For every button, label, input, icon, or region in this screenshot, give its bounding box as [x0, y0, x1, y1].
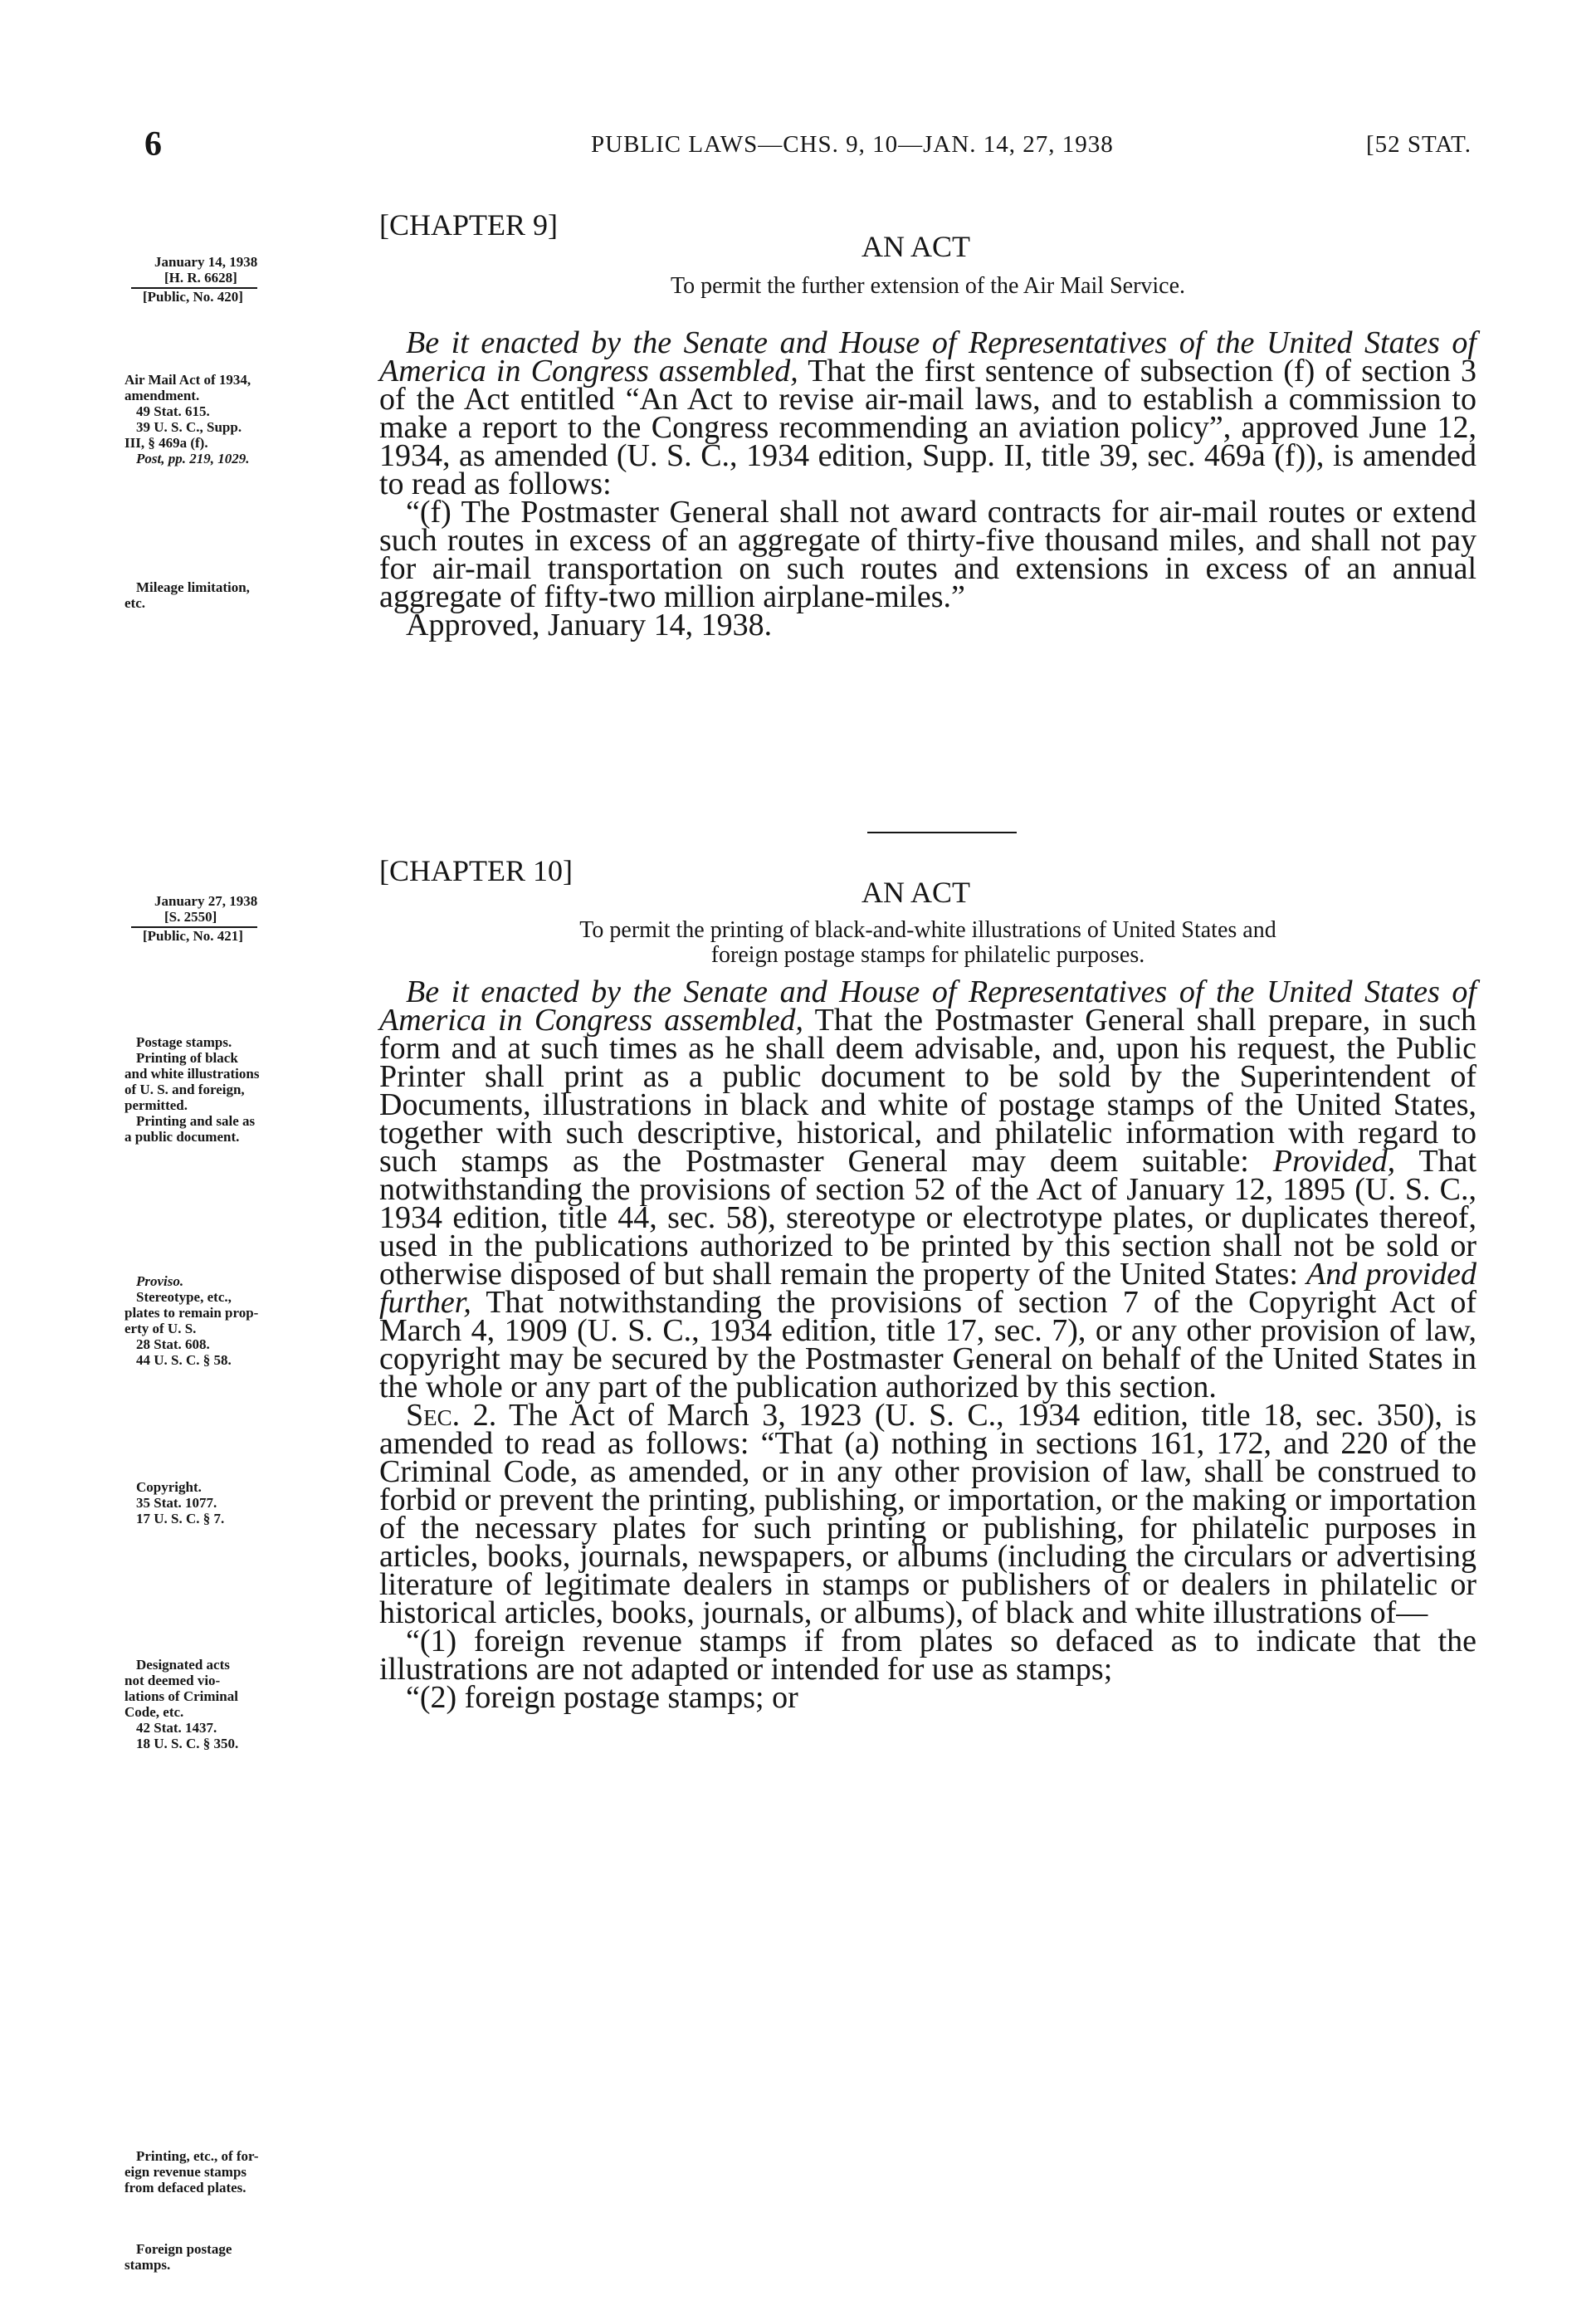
page-number: 6: [144, 125, 162, 164]
public-law-number: [Public, No. 421]: [143, 928, 243, 944]
running-title: PUBLIC LAWS—CHS. 9, 10—JAN. 14, 27, 1938: [591, 131, 1114, 158]
volume-reference: [52 STAT.: [1366, 131, 1472, 158]
bill-number: [S. 2550]: [131, 909, 257, 928]
chapter-9-label: [CHAPTER 9]: [379, 208, 558, 242]
margin-note-mileage-limitation: Mileage limitation, etc.: [124, 579, 250, 611]
chapter-9-approved: Approved, January 14, 1938.: [406, 608, 773, 642]
chapter-9-paragraph-1: Be it enacted by the Senate and House of Representatives of the United States of America in Congress assembled, That the first sentence of subsection (f) of section 3 of the Act entitled “An Act to revise air-mail laws, and to establish a commission to make a report to the Congress recommending an aviation policy”, approved June 12, 1934, as amended (U. S. C., 1934 edition, Supp. II, title 39, sec. 469a (f)), is amended to read as follows:: [379, 325, 1476, 501]
margin-note-copyright: Copyright. 35 Stat. 1077. 17 U. S. C. § 7.: [136, 1479, 225, 1526]
bill-number: [H. R. 6628]: [131, 270, 257, 289]
chapter-10-margin-meta: [131, 893, 257, 944]
chapter-9-act-title: AN ACT: [861, 230, 971, 263]
chapter-10-body: [379, 974, 1476, 1715]
chapter-10-item-1: “(1) foreign revenue stamps if from plates so defaced as to indicate that the illustrations are not adapted or intended for use as stamps;: [379, 1624, 1476, 1687]
chapter-10-item-2: “(2) foreign postage stamps; or: [406, 1680, 798, 1715]
margin-note-postage-stamps: Postage stamps. Printing of black and white illustrations of U. S. and foreign, permitted. Printing and sale as a public document.: [124, 1034, 260, 1145]
chapter-10-section-2: Sec. 2. The Act of March 3, 1923 (U. S. C., 1934 edition, title 18, sec. 350), is amended to read as follows: “That (a) nothing in sections 161, 172, and 220 of the Criminal Code, as amended, or in any other provision of law, shall be construed to forbid or prevent the printing, publishing, or importation, or the making or importation of the necessary plates for such printing or publishing, for philatelic purposes in articles, books, journals, newspapers, or albums (including the circulars or advertising literature of legitimate dealers in stamps or publishers of or dealers in philatelic or historical articles, books, journals, or albums), of black and white illustrations of—: [379, 1398, 1476, 1630]
margin-note-designated-acts: Designated acts not deemed vio- lations of Criminal Code, etc. 42 Stat. 1437. 18 U. S. C. § 350.: [124, 1657, 239, 1751]
chapter-10-act-title: AN ACT: [861, 876, 971, 909]
chapter-10-paragraph-1: Be it enacted by the Senate and House of Representatives of the United States of America in Congress assembled, That the Postmaster General shall prepare, in such form and at such times as he shall deem advisable, and, upon his request, the Public Printer shall print as a public document to be sold by the Superintendent of Documents, illustrations in black and white of postage stamps of the United States, together with such descriptive, historical, and philatelic information with regard to such stamps as the Postmaster General may deem suitable: Provided, That notwithstanding the provisions of section 52 of the Act of January 12, 1895 (U. S. C., 1934 edition, title 44, sec. 58), stereotype or electrotype plates, or duplicates thereof, used in the publications authorized to be printed by this section shall not be sold or otherwise disposed of but shall remain the property of the United States: And provided further, That notwithstanding the provisions of section 7 of the Copyright Act of March 4, 1909 (U. S. C., 1934 edition, title 17, sec. 7), or any other provision of law, copyright may be secured by the Postmaster General on behalf of the United States in the whole or any part of the publication authorized by this section.: [379, 974, 1476, 1404]
chapter-9-purpose: To permit the further extension of the Air Mail Service.: [670, 273, 1186, 299]
approval-date: January 14, 1938: [154, 254, 258, 270]
margin-note-foreign-postage-stamps: Foreign postage stamps.: [124, 2241, 232, 2273]
chapter-10-purpose: To permit the printing of black-and-white illustrations of United States and foreign postage stamps for philatelic purposes.: [579, 917, 1276, 968]
chapter-9-paragraph-2: “(f) The Postmaster General shall not award contracts for air-mail routes or extend such routes in excess of an aggregate of thirty-five thousand miles, and shall not pay for air-mail transportation on such routes and extensions in excess of an annual aggregate of fifty-two million airplane-miles.”: [379, 495, 1476, 614]
margin-note-air-mail-act: Air Mail Act of 1934, amendment. 49 Stat. 615. 39 U. S. C., Supp. III, § 469a (f). Post, pp. 219, 1029.: [124, 372, 251, 466]
public-law-number: [Public, No. 420]: [143, 289, 243, 305]
margin-note-foreign-revenue-stamps: Printing, etc., of for- eign revenue stamps from defaced plates.: [124, 2148, 259, 2195]
chapter-divider: [867, 832, 1017, 833]
chapter-9-margin-meta: [131, 254, 257, 305]
margin-note-proviso-stereotype: Proviso. Stereotype, etc., plates to remain prop- erty of U. S. 28 Stat. 608. 44 U. S. C. § 58.: [124, 1273, 259, 1368]
chapter-9-body: [379, 325, 1476, 642]
approval-date: January 27, 1938: [154, 893, 258, 909]
chapter-10-label: [CHAPTER 10]: [379, 854, 573, 887]
